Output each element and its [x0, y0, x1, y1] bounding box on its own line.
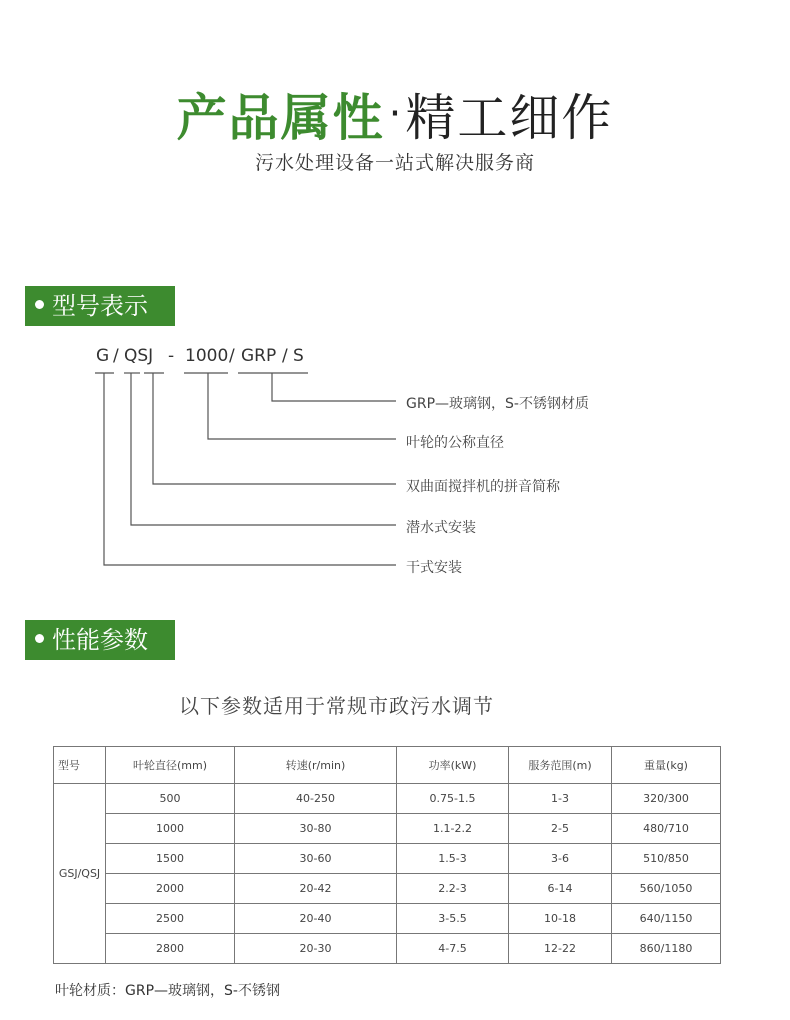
- code-part-slash: /: [229, 346, 235, 366]
- table-row: [54, 814, 721, 844]
- table-row: [54, 784, 721, 814]
- code-part-size: 1000: [185, 346, 229, 366]
- leader-dry: [104, 373, 396, 565]
- header-power: 功率(kW): [397, 747, 509, 784]
- bullet-icon: [35, 634, 44, 643]
- desc-submersible: 潜水式安装: [406, 520, 476, 536]
- material-note: 叶轮材质：GRP—玻璃钢，S-不锈钢: [55, 983, 280, 999]
- table-row: [54, 844, 721, 874]
- cell-power: 3-5.5: [397, 904, 509, 934]
- cell-speed: 20-30: [235, 934, 397, 964]
- cell-speed: 20-40: [235, 904, 397, 934]
- cell-weight: 510/850: [612, 844, 721, 874]
- header-speed: 转速(r/min): [235, 747, 397, 784]
- leader-submersible: [131, 373, 396, 525]
- cell-range: 1-3: [509, 784, 612, 814]
- cell-power: 0.75-1.5: [397, 784, 509, 814]
- cell-diameter: 2800: [106, 934, 235, 964]
- hero-subtitle: 污水处理设备一站式解决服务商: [254, 152, 535, 174]
- cell-diameter: 2000: [106, 874, 235, 904]
- section-label-model-text: 型号表示: [52, 292, 148, 320]
- code-part-g: G: [96, 346, 110, 366]
- leader-material: [272, 373, 396, 401]
- cell-range: 2-5: [509, 814, 612, 844]
- leader-diameter: [208, 373, 396, 439]
- cell-power: 2.2-3: [397, 874, 509, 904]
- cell-range: 6-14: [509, 874, 612, 904]
- table-row: [54, 904, 721, 934]
- cell-speed: 30-60: [235, 844, 397, 874]
- hero-title-green: 产品属性: [176, 89, 385, 147]
- cell-weight: 860/1180: [612, 934, 721, 964]
- cell-speed: 40-250: [235, 784, 397, 814]
- cell-power: 1.5-3: [397, 844, 509, 874]
- desc-diameter: 叶轮的公称直径: [406, 435, 504, 451]
- intro-text: 以下参数适用于常规市政污水调节: [179, 694, 494, 718]
- cell-range: 10-18: [509, 904, 612, 934]
- cell-speed: 20-42: [235, 874, 397, 904]
- header-weight: 重量(kg): [612, 747, 721, 784]
- cell-power: 4-7.5: [397, 934, 509, 964]
- table-row: [54, 934, 721, 964]
- code-part-slash: /: [113, 346, 119, 366]
- code-part-qsj: QSJ: [124, 346, 154, 366]
- leader-pinyin: [153, 373, 396, 484]
- cell-diameter: 1000: [106, 814, 235, 844]
- cell-model: GSJ/QSJ: [54, 784, 106, 964]
- table-row: [54, 874, 721, 904]
- code-part-dash: -: [168, 346, 175, 366]
- cell-range: 12-22: [509, 934, 612, 964]
- desc-dry: 干式安装: [406, 560, 462, 576]
- table-header-row: [54, 747, 721, 784]
- header-diameter: 叶轮直径(mm): [106, 747, 235, 784]
- section-label-performance: [25, 620, 175, 660]
- header-model: 型号: [54, 747, 106, 784]
- params-table: [53, 746, 721, 964]
- cell-range: 3-6: [509, 844, 612, 874]
- code-part-grp: GRP: [241, 346, 277, 366]
- desc-pinyin: 双曲面搅拌机的拼音简称: [406, 479, 560, 495]
- desc-material: GRP—玻璃钢，S-不锈钢材质: [406, 396, 589, 412]
- hero-title-separator: ·: [388, 91, 402, 137]
- header-range: 服务范围(m): [509, 747, 612, 784]
- cell-diameter: 1500: [106, 844, 235, 874]
- section-label-performance-text: 性能参数: [52, 626, 148, 654]
- cell-power: 1.1-2.2: [397, 814, 509, 844]
- cell-speed: 30-80: [235, 814, 397, 844]
- cell-weight: 640/1150: [612, 904, 721, 934]
- cell-diameter: 2500: [106, 904, 235, 934]
- code-part-s: S: [293, 346, 304, 366]
- code-part-slash: /: [282, 346, 288, 366]
- cell-weight: 560/1050: [612, 874, 721, 904]
- cell-weight: 320/300: [612, 784, 721, 814]
- cell-diameter: 500: [106, 784, 235, 814]
- cell-weight: 480/710: [612, 814, 721, 844]
- hero-title-black: 精工细作: [405, 89, 614, 147]
